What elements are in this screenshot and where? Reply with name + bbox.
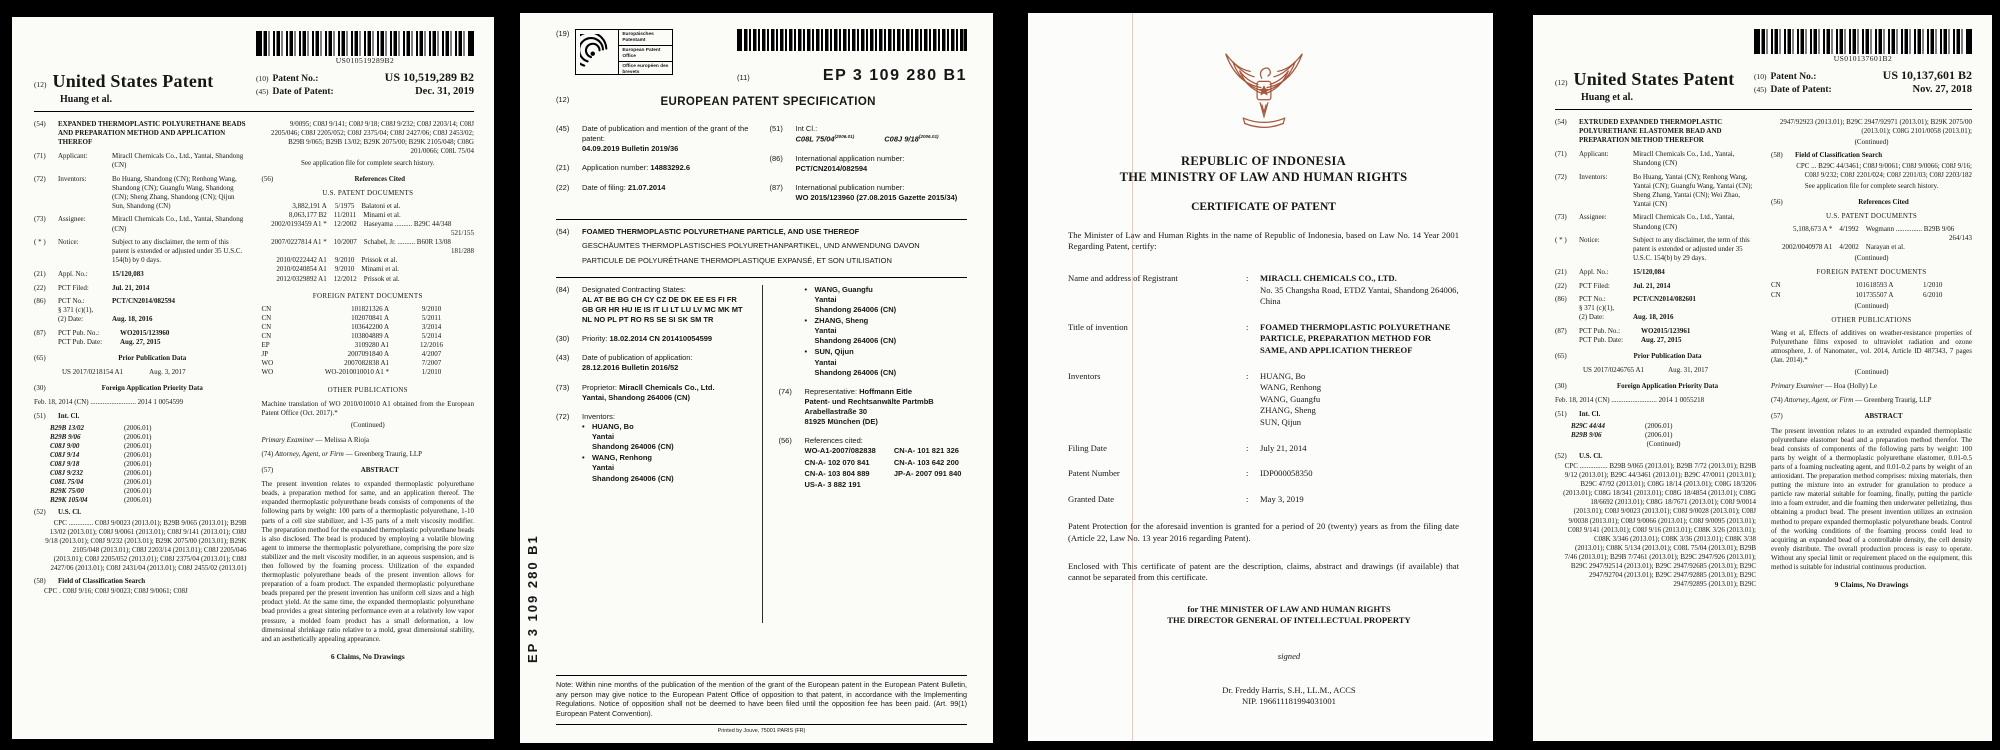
us-refs-table: 5,108,673 A * 4/1992 Wegmann ............... B29B 9/06 264/143 2002/0040978 A1 4/2002 Narayan et al. [1771, 225, 1972, 252]
inid-84: (84) [556, 284, 570, 294]
title-fr: PARTICULE DE POLYURÉTHANE THERMOPLASTIQUE EXPANSÉ, ET SON UTILISATION [582, 255, 892, 265]
inid-notice: ( * ) [34, 238, 46, 247]
assignee: Miracll Chemicals Co., Ltd., Yantai, Shandong (CN) [1633, 213, 1735, 231]
pct-no: PCT/CN2014/082594 [112, 297, 175, 306]
inid-30: (30) [1555, 382, 1567, 391]
reference: WO-A1-2007/082838 [804, 446, 876, 456]
intl-application-number: PCT/CN2014/082594 [795, 163, 868, 173]
foreign-reference-row: CN 103642200 A 3/2014 [261, 322, 442, 331]
inid-52: (52) [1555, 451, 1567, 460]
patent-header: (12) United States Patent Huang et al. (10) Patent No.: US 10,137,601 B2 (45) Date of Patent: Nov. 27, 2018 [1555, 67, 1972, 104]
inid-22: (22) [556, 182, 570, 192]
rule [556, 277, 967, 278]
examiner-name: — Melissa A Rioja [315, 435, 370, 444]
garuda-emblem [1218, 39, 1310, 139]
int-cl-row: B29B 9/06 (2006.01) [1571, 430, 1673, 439]
inid-12: (12) [556, 94, 570, 104]
barcode-bars [256, 31, 474, 56]
inid-73: (73) [1555, 213, 1567, 222]
patent-header-left [34, 70, 256, 106]
us-cl-cpc: CPC .............. C08J 9/0023 (2013.01); B29B 9/065 (2013.01); B29B 13/02 (2013.01); C08J 9/0061 (2013.01); C08J 9/141 (2013.01); C08J 9/18 (2013.01); C08J 9/232 (2013.01); B29K 2075/00 (2013.01); B29K 2105/048 (2013.01); C08J 2203/14 (2013.01); C08J 2205/046 (2013.01); C08J 2205/052 (2013.01); C08J 2375/04 (2013.01); C08J 2427/06 (2013.01); C08J 2431/04 (2013.01); C08J 2455/02 (2013.01) [45, 518, 247, 572]
patent-header-right [256, 70, 474, 99]
int-cl-row: B29C 44/44 (2006.01) [1571, 421, 1673, 430]
inid-11: (11) [737, 73, 750, 82]
us-patent-10519289-page [12, 17, 494, 739]
designated-states: AL AT BE BG CH CY CZ DE DK EE ES FI FR GB GR HR HU IE IS IT LI LT LU LV MC MK MT NL NO PL PT RO RS SE SI SK SM TR [582, 294, 743, 325]
certificate-heading: CERTIFICATE OF PATENT [1191, 201, 1336, 214]
header-rule [34, 111, 474, 112]
inventor: • WANG, Renhong Yantai Shandong 264006 (CN) [582, 453, 748, 483]
inid-86: (86) [34, 297, 46, 306]
search-history-note: See application file for complete search history. [1804, 181, 1939, 190]
intl-publication-number: WO 2015/123960 (27.08.2015 Gazette 2015/34) [795, 193, 958, 203]
filing-date: July 21, 2014 [1260, 442, 1307, 453]
inventor: • ZHANG, Sheng Yantai Shandong 264006 (CN) [805, 316, 968, 346]
attorney-name: — Greenberg Traurig, LLP [345, 449, 423, 458]
inventors-list [1260, 371, 1459, 429]
ep-side-code: EP 3 109 280 B1 [525, 534, 540, 663]
foreign-reference-row: WO WO-2010010010 A1 * 1/2010 [261, 368, 442, 377]
title-en: FOAMED THERMOPLASTIC POLYURETHANE PARTICLE, AND USE THEREOF [582, 227, 860, 237]
reference-row: 8,063,177 B2 11/2011 Minami et al. [288, 210, 401, 219]
inventor: • HUANG, Bo Yantai Shandong 264006 (CN) [582, 422, 748, 452]
foreign-refs-table [262, 305, 475, 378]
invention-title: EXTRUDED EXPANDED THERMOPLASTIC POLYURETHANE ELASTOMER BEAD AND PREPARATION METHOD THEREFOR [1579, 118, 1723, 145]
foreign-reference-row: CN 103804889 A 5/2014 [261, 332, 442, 341]
reference-row: 2007/0227814 A1 * 10/2007 Schabel, Jr. .......... B60R 13/08 [271, 238, 451, 247]
prior-pub: US 2017/0246765 A1 [1583, 366, 1645, 375]
reference: CN-A- 102 070 841 [804, 457, 870, 467]
fold-line [1132, 13, 1133, 741]
other-pubs-title: OTHER PUBLICATIONS [1831, 315, 1912, 324]
reference-row: 2010/0222442 A1 9/2010 Prissok et al. [276, 256, 398, 265]
right-column: 2947/92923 (2013.01); B29C 2947/92971 (2013.01); B29K 2075/00 (2013.01); C08G 2101/0058 (2013.01); (Continued) (58) Field of Classification Search CPC ... B29C 44/3461; C08J 9/0061; C08J 9/0066; C08J 9/16; C08J 9/232; C08J 2201/024; C08J 2201/03; C08J 2203/182 See application file for complete search history. (56) References Cited U.S. PATENT DOCUMENTS 5,108,673 A * 4/1992 Wegmann ............... B29B 9/06 264/143 2002/0040978 A1 4/2002 Narayan et al. (Continued) FOREIGN PATENT DOCUMENTS CN 101618593 A 1/2010 CN 101735507 A 6/2010 (Continued) OTHER PUBLICATIONS Wang et al, Effects of additives on weather-resistance properties of Polyurethane films exposed to ultraviolet radiation and ozone atmosphere, J. of Nanomater., vol. 2014, Article ID 487343, 7 pages (Jan. 2014).* (Continued) Primary Examiner — Hoa (Holly) Le (74) Attorney, Agent, or Firm — Greenberg Traurig, LLP (57) ABSTRACT The present invention relates to an extruded expanded thermoplastic polyurethane elastomer bead and a preparation method therefor. The bead consists of components of the following parts by weight: 100 parts by weight of a thermoplastic polyurethane elastomer, 0.01-0.5 parts of a foaming nucleating agent, and 0.01-0.2 parts by weight of an antioxidant. The preparation method comprises: mixing materials, then putting the mixture into an extruder for granulation to produce a particle raw material suitable for foaming, finally, putting the particle into a foam extruder, and die foaming then underwater pelletizing, thus obtaining a product bead. The present invention utilizes an extrusion method to prepare expanded thermoplastic polyurethane beads. Control of the working conditions of the foaming process could lead to acquiring an expanded bead of a controllable density, the cell density evenly distribute. The overall production process is easy to operate. Without any special limit or requirement placed on the equipment, this method is suitable for industrial continuous production. 9 Claims, No Drawings [1771, 118, 1972, 590]
granted-date-label: Granted Date [1068, 493, 1115, 504]
representative: Hoffmann Eitle [859, 386, 913, 396]
inid-22: (22) [1555, 281, 1567, 290]
date-label: Date of Patent: [272, 87, 334, 98]
references-cited [805, 446, 968, 491]
inid-74: (74) [778, 386, 792, 396]
inid-21: (21) [1555, 267, 1567, 276]
patent-no-label: Patent No.: [272, 73, 319, 84]
inid-21: (21) [34, 269, 46, 278]
foreign-reference-row: CN 101735507 A 6/2010 [1771, 290, 1943, 299]
barcode [256, 31, 474, 66]
classification-search: CPC . C08J 9/16; C08J 9/0023; C08J 9/0061; C08J [44, 587, 188, 596]
priority: 18.02.2014 CN 201410054599 [609, 334, 713, 344]
inid-51: (51) [1555, 410, 1567, 419]
us-refs-title: U.S. PATENT DOCUMENTS [1825, 211, 1918, 220]
barcode [1754, 29, 1972, 64]
foreign-refs-title: FOREIGN PATENT DOCUMENTS [1816, 268, 1927, 277]
inid-72: (72) [556, 411, 570, 421]
filing-date: 21.07.2014 [627, 182, 666, 192]
cpc-continuation: 2947/92923 (2013.01); B29C 2947/92971 (2013.01); B29K 2075/00 (2013.01); C08G 2101/0058 (2013.01); [1779, 118, 1972, 136]
patent-title: United States Patent [1573, 68, 1735, 89]
notice: Subject to any disclaimer, the term of this patent is extended or adjusted under 35 U.S.C. 154(b) by 29 days. [1633, 236, 1750, 263]
patent-byline: Huang et al. [60, 94, 112, 106]
ep-bib-fields: (45) Date of publication and mention of the grant of the patent: 04.09.2019 Bulletin 2019/36 (21) Application number: 14883292.6 (22) Date of filing: 21.07.2014 (51) Int Cl.: C08L $75/04^{(2006.01)}$ C08J $9/18^{(2006.01)}$ (86) International application number: PCT/CN2014/082594 (87) International publication number: WO 2015/123960 (27.08.2015 Gazette 2015/34) [556, 124, 967, 212]
ep-footer [556, 675, 967, 737]
int-cl-row: C08L 75/04 (2006.01) [50, 478, 152, 487]
ep-patent-page [520, 13, 993, 743]
foreign-reference-row: WO 2007082838 A1 7/2007 [261, 359, 442, 368]
inventor: • SUN, Qijun Yantai Shandong 264006 (CN) [805, 347, 968, 377]
inid-65: (65) [1555, 352, 1567, 361]
abstract-text: The present invention relates to an extruded expanded thermoplastic polyurethane elastomer bead and a preparation method therefor. The bead consists of components of the following parts by weight: 100 parts by weight of a thermoplastic polyurethane elastomer, 0.01-0.5 parts of a foaming nucleating agent, and 0.01-0.2 parts by weight of an antioxidant. The preparation method comprises: mixing materials, then putting the mixture into an extruder for granulation to produce a particle raw material suitable for foaming, finally, putting the particle into a foam extruder, and die foaming then underwater pelletizing, thus obtaining a product bead. The present invention utilizes an extrusion method to prepare expanded thermoplastic polyurethane beads. Control of the working conditions of the foaming process could lead to acquiring an expanded bead of a controllable density, the cell density evenly distribute. The overall production process is easy to operate. Without any special limit or requirement placed on the equipment, this method is suitable for industrial continuous production. [1771, 426, 1972, 571]
continued-note: (Continued) [350, 420, 385, 429]
priority-line: Feb. 18, 2014 (CN) .......................... 2014 1 0054599 [34, 398, 184, 407]
appl-no: 15/120,083 [112, 269, 144, 278]
patent-header [34, 70, 474, 106]
protection-paragraph: Patent Protection for the aforesaid invention is granted for a period of 20 (twenty) years as from the filing date (Article 22, Law No. 13 year 2016 regarding Patent). [1068, 521, 1459, 543]
inid-71: (71) [34, 151, 46, 160]
ministry-heading: THE MINISTRY OF LAW AND HUMAN RIGHTS [1119, 170, 1408, 185]
signed-word: signed [1277, 650, 1301, 661]
patent-no: US 10,519,289 B2 [384, 69, 474, 84]
inventor: WANG, Renhong [1260, 382, 1322, 393]
us-refs-table: 3,882,191 A 5/1975 Balatoni et al. 8,063,177 B2 11/2011 Minami et al. 2002/0193459 A1 * 12/2002 Haseyama .......... B29C 44/348 521/155 2007/0227814 A1 * 10/2007 Schabel, Jr. .......... B60R 13/08 181/288 2010/0222442 A1 9/2010 Prissok et al. 2010/0240854 A1 9/2010 Minami et al. 2012/0329892 A1 12/2012 Prissok et al. [262, 202, 475, 284]
spec-title: EUROPEAN PATENT SPECIFICATION [660, 95, 876, 108]
inid-58: (58) [1771, 151, 1783, 160]
inid-10: (10) [256, 73, 269, 83]
prior-pub: US 2017/0218154 A1 [62, 368, 124, 377]
patent-date: Dec. 31, 2019 [415, 86, 474, 98]
patent-byline: Huang et al. [1581, 92, 1633, 104]
epo-logo [575, 29, 673, 75]
int-cl-row: B29K 75/00 (2006.01) [50, 487, 152, 496]
int-cl-continued: (Continued) [1646, 439, 1681, 448]
inid-22: (22) [34, 283, 46, 292]
header-rule [1555, 109, 1972, 110]
inid-72: (72) [34, 174, 46, 183]
foreign-reference-row: CN 102070841 A 5/2011 [261, 313, 442, 322]
inid-57: (57) [1771, 412, 1783, 421]
inventor: ZHANG, Sheng [1260, 405, 1316, 416]
ep-columns [556, 285, 967, 623]
attorney-label: Attorney, Agent, or Firm [274, 449, 344, 458]
reference-row: 2010/0240854 A1 9/2010 Minami et al. [276, 265, 399, 274]
rule [556, 219, 967, 220]
reference-row: 3,882,191 A 5/1975 Balatoni et al. [292, 201, 401, 210]
inid-73: (73) [556, 382, 570, 392]
inid-10: (10) [1754, 71, 1767, 81]
int-cl-row: B29B 9/06 (2006.01) [50, 432, 152, 441]
reference: CN-A- 103 804 889 [804, 468, 870, 478]
inid-30: (30) [34, 384, 46, 393]
us-refs-title: U.S. PATENT DOCUMENTS [322, 188, 414, 197]
inventors: Bo Huang, Yantai (CN); Renhong Wang, Yantai (CN); Guangfu Wang, Yantai (CN); Sheng Zhang, Yantai (CN); Wei Zhao, Yantai (CN) [1633, 172, 1753, 208]
reference: CN-A- 101 821 326 [893, 446, 959, 456]
inid-notice: ( * ) [1555, 236, 1567, 245]
reference-row: 2002/0040978 A1 4/2002 Narayan et al. [1781, 243, 1905, 252]
claims-note: 9 Claims, No Drawings [1834, 580, 1909, 590]
reference: JP-A- 2007 091 840 [893, 468, 962, 478]
pct-filed: Jul. 21, 2014 [1633, 281, 1671, 290]
inid-87: (87) [769, 183, 783, 193]
invention-title: EXPANDED THERMOPLASTIC POLYURETHANE BEADS AND PREPARATION METHOD AND APPLICATION THEREOF [58, 120, 246, 147]
enclosure-paragraph: Enclosed with This certificate of patent are the description, claims, abstract and drawings (if available) that cannot be separated from this certificate. [1068, 560, 1459, 583]
appl-no: 15/120,084 [1633, 267, 1665, 276]
indonesia-certificate-page: REPUBLIC OF INDONESIA THE MINISTRY OF LAW AND HUMAN RIGHTS CERTIFICATE OF PATENT The Minister of Law and Human Rights in the name of Republic of Indonesia, based on Law No. 14 Year 2001 Regarding Patent, certify: Name and address of Registrant : MIRACLL CHEMICALS CO., LTD. No. 35 Changsha Road, ETDZ Yantai, Shandong 264006, China Title of invention : FOAMED THERMOPLASTIC POLYURETHANE PARTICLE, PREPARATION METHOD FOR SAME, AND APPLICATION THEREOF Inventors : HUANG, Bo WANG, Renhong WANG, Guangfu ZHANG, Sheng SUN, Qijun Filing Date : July 21, 2014 Patent Number : IDP000058350 Granted Date : May 3, 2019 Patent Protection for the aforesaid invention is granted for a period of 20 (twenty) years as from the filing date (Article 22, Law No. 13 year 2016 regarding Patent). Enclosed with This certificate of patent are the description, claims, abstract and drawings (if available) that cannot be separated from this certificate. for THE MINISTER OF LAW AND HUMAN RIGHTS THE DIRECTOR GENERAL OF INTELLECTUAL PROPERTY signed Dr. Freddy Harris, S.H., LL.M., ACCS NIP. 196611181994031001 [1028, 13, 1493, 741]
us-patent-10137601-page [1533, 15, 1992, 741]
pct-no: PCT/CN2014/082601 [1633, 295, 1696, 304]
claims-note: 6 Claims, No Drawings [330, 651, 405, 661]
patent-date: Nov. 27, 2018 [1912, 84, 1972, 96]
signer-nip: NIP. 196611181994031001 [1242, 696, 1336, 707]
applicant: Miracll Chemicals Co., Ltd., Yantai, Shandong (CN) [1633, 149, 1735, 168]
opposition-note: Note: Within nine months of the publication of the mention of the grant of the European patent in the European Patent Bulletin, any person may give notice to the European Patent Office of opposition to that patent, in accordance with the Implementing Regulations. Notice of opposition shall not be deemed to have been filed until the opposition fee has been paid. (Art. 99(1) European Patent Convention). [556, 679, 967, 718]
barcode-bars [737, 29, 967, 51]
inid-56: (56) [778, 436, 792, 446]
inid-51: (51) [769, 124, 783, 134]
int-cl-row: B29K 105/04 (2006.01) [50, 496, 152, 505]
right-column: 9/0095; C08J 9/141; C08J 9/18; C08J 9/232; C08J 2203/14; C08J 2205/046; C08J 2205/052; C08J 2375/04; C08J 2427/06; C08J 2453/02; B29B 9/065; B29B 13/02; B29K 2075/00; B29K 2105/048; C08G 201/0066; C08L 75/04 See application file for complete search history. (56) References Cited U.S. PATENT DOCUMENTS 3,882,191 A 5/1975 Balatoni et al. 8,063,177 B2 11/2011 Minami et al. 2002/0193459 A1 * 12/2002 Haseyama .......... B29C 44/348 521/155 2007/0227814 A1 * 10/2007 Schabel, Jr. .......... B60R 13/08 181/288 2010/0222442 A1 9/2010 Prissok et al. 2010/0240854 A1 9/2010 Minami et al. 2012/0329892 A1 12/2012 Prissok et al. FOREIGN PATENT DOCUMENTS CN 101821326 A 9/2010 CN 102070841 A 5/2011 CN 103642200 A 3/2014 CN 103804889 A 5/2014 EP 3109280 A1 12/2016 JP 2007091840 A 4/2007 WO 2007082838 A1 7/2007 WO WO-2010010010 A1 * 1/2010 OTHER PUBLICATIONS Machine translation of WO 2010/010010 A1 obtained from the European Patent Office (Oct. 2017).* (Continued) Primary Examiner — Melissa A Rioja (74) Attorney, Agent, or Firm — Greenberg Traurig, LLP (57) ABSTRACT The present invention relates to expanded thermoplastic polyurethane beads, a preparation method for same, and an application thereof. The expanded thermoplastic polyurethane beads consists of components of the following parts by weight: 100 parts of a thermoplastic polyurethane, 1-10 parts of a cell size stabilizer, and 1-35 parts of a melt viscosity modifier. The preparation method for the expanded thermoplastic polyurethane beads is also disclosed. The bead is produced by employing a volatile blowing agent to immerse the thermoplastic polyurethane, comprising the pore size stabilizer and the melt viscosity modifier, in an aqueous suspension, and is then followed by the foaming process. Utilization of the expanded thermoplastic polyurethane beads of the present invention allows for preparation of a foam product. The expanded thermoplastic polyurethane beads prepared per the present invention has uniform cell sizes and a high product yield. At the same time, the expanded thermoplastic polyurethane bead provides a great sintering performance even at a relatively low vapor pressure, a molded foam product has a small deformation, a low dimensional shrinkage ratio relative to a mold, great dimensional stability, and an aesthetically appealing appearance. 6 Claims, No Drawings [261, 120, 474, 661]
examiner-label: Primary Examiner [1771, 382, 1824, 391]
inid-12: (12) [34, 79, 47, 89]
filing-date-label: Filing Date [1068, 442, 1107, 453]
inid-51: (51) [34, 412, 46, 421]
inid-73: (73) [34, 215, 46, 224]
patent-number: IDP000058350 [1260, 468, 1313, 479]
inid-45: (45) [1754, 85, 1767, 95]
other-pubs-text: Wang et al, Effects of additives on weather-resistance properties of Polyurethane films exposed to ultraviolet radiation and ozone atmosphere, J. of Nanomater., vol. 2014, Article ID 487343, 7 pages (Jan. 2014).* [1771, 328, 1972, 365]
attorney-label: Attorney, Agent, or Firm [1784, 396, 1854, 405]
inventors-label: Inventors [1068, 370, 1101, 381]
inid-12: (12) [1555, 77, 1568, 87]
inid-54: (54) [1555, 118, 1567, 127]
inid-87: (87) [34, 328, 46, 337]
other-pubs-text: Machine translation of WO 2010/010010 A1 obtained from the European Patent Office (Oct. 2017).* [261, 399, 474, 417]
inid-54: (54) [556, 227, 570, 237]
printed-by: Printed by Jouve, 75001 PARIS (FR) [717, 727, 806, 734]
foreign-reference-row: CN 101821326 A 9/2010 [261, 304, 442, 313]
us-cl-cpc: CPC ................ B29B 9/065 (2013.01); B29B 7/72 (2013.01); B29B 9/12 (2013.01); B29C 44/3461 (2013.01); B29C 47/0011 (2013.01); B29C 47/92 (2013.01); C08G 18/14 (2013.01); C08G 18/3206 (2013.01); C08G 18/341 (2013.01); C08G 18/4854 (2013.01); C08G 18/6692 (2013.01); C08G 18/7671 (2013.01); C08J 9/0014 (2013.01); C08J 9/0023 (2013.01); C08J 9/0028 (2013.01); C08J 9/0038 (2013.01); C08J 9/0066 (2013.01); C08J 9/0095 (2013.01); C08J 9/141 (2013.01); C08J 9/16 (2013.01); C08K 3/26 (2013.01); C08K 3/346 (2013.01); C08K 3/36 (2013.01); C08K 3/38 (2013.01); C08K 5/134 (2013.01); C08L 75/04 (2013.01); B29B 7/46 (2013.01); B29B 7/7461 (2013.01); B29C 2947/926 (2013.01); B29C 2947/92514 (2013.01); B29C 2947/92685 (2013.01); B29C 2947/92704 (2013.01); B29C 2947/92885 (2013.01); B29C 2947/92895 (2013.01); B29C [1563, 461, 1756, 589]
examiner-name: — Hoa (Holly) Le [1825, 382, 1877, 391]
foreign-reference-row: CN 101618593 A 1/2010 [1771, 281, 1943, 290]
registrant-address: No. 35 Changsha Road, ETDZ Yantai, Shandong 264006, [1260, 284, 1459, 295]
inid-86: (86) [769, 153, 783, 163]
barcode-bars [1754, 29, 1972, 54]
left-column: (54) EXTRUDED EXPANDED THERMOPLASTIC POLYURETHANE ELASTOMER BEAD AND PREPARATION METHOD THEREFOR (71) Applicant: Miracll Chemicals Co., Ltd., Yantai, Shandong (CN) (72) Inventors: Bo Huang, Yantai (CN); Renhong Wang, Yantai (CN); Guangfu Wang, Yantai (CN); Sheng Zhang, Yantai (CN); Wei Zhao, Yantai (CN) (73) Assignee: Miracll Chemicals Co., Ltd., Yantai, Shandong (CN) ( * ) Notice: Subject to any disclaimer, the term of this patent is extended or adjusted under 35 U.S.C. 154(b) by 29 days. (21) Appl. No.: 15/120,084 (22) PCT Filed: Jul. 21, 2014 (86) PCT No.: PCT/CN2014/082601 § 371 (c)(1), (2) Date: Aug. 18, 2016 (87) PCT Pub. No.: WO2015/123961 PCT Pub. Date: Aug. 27, 2015 (65) Prior Publication Data US 2017/0246765 A1 Aug. 31, 2017 (30) Foreign Application Priority Data Feb. 18, 2014 (CN) .......................... 2014 1 0055218 (51) Int. Cl. B29C 44/44 (2006.01) B29B 9/06 (2006.01) (Continued) (52) U.S. Cl. CPC ................ B29B 9/065 (2013.01); B29B 7/72 (2013.01); B29B 9/12 (2013.01); B29C 44/3461 (2013.01); B29C 47/0011 (2013.01); B29C 47/92 (2013.01); C08G 18/14 (2013.01); C08G 18/3206 (2013.01); C08G 18/341 (2013.01); C08G 18/4854 (2013.01); C08G 18/6692 (2013.01); C08G 18/7671 (2013.01); C08J 9/0014 (2013.01); C08J 9/0023 (2013.01); C08J 9/0028 (2013.01); C08J 9/0038 (2013.01); C08J 9/0066 (2013.01); C08J 9/0095 (2013.01); C08J 9/141 (2013.01); C08J 9/16 (2013.01); C08K 3/26 (2013.01); C08K 3/346 (2013.01); C08K 3/36 (2013.01); C08K 3/38 (2013.01); C08K 5/134 (2013.01); C08L 75/04 (2013.01); B29B 7/46 (2013.01); B29B 7/7461 (2013.01); B29C 2947/926 (2013.01); B29C 2947/92514 (2013.01); B29C 2947/92685 (2013.01); B29C 2947/92704 (2013.01); B29C 2947/92885 (2013.01); B29C 2947/92895 (2013.01); B29C [1555, 118, 1756, 589]
abstract-text: The present invention relates to expanded thermoplastic polyurethane beads, a preparation method for same, and an application thereof. The expanded thermoplastic polyurethane beads consists of components of the following parts by weight: 100 parts of a thermoplastic polyurethane, 1-10 parts of a cell size stabilizer, and 1-35 parts of a melt viscosity modifier. The preparation method for the expanded thermoplastic polyurethane beads is also disclosed. The bead is produced by employing a volatile blowing agent to immerse the thermoplastic polyurethane, comprising the pore size stabilizer and the melt viscosity modifier, in an aqueous suspension, and is then followed by the foaming process. Utilization of the expanded thermoplastic polyurethane beads of the present invention allows for preparation of a foam product. The expanded thermoplastic polyurethane beads prepared per the present invention has uniform cell sizes and a high product yield. At the same time, the expanded thermoplastic polyurethane bead provides a great sintering performance even at a relatively low vapor pressure, a molded foam product has a small deformation, a low dimensional shrinkage ratio relative to a mold, great dimensional stability, and an aesthetically appealing appearance. [261, 480, 474, 643]
country-heading: REPUBLIC OF INDONESIA [1181, 153, 1346, 168]
foreign-reference-row: EP 3109280 A1 12/2016 [261, 341, 443, 350]
invention-title: FOAMED THERMOPLASTIC POLYURETHANE PARTICLE, PREPARATION METHOD FOR SAME, AND APPLICATION THEREOF [1260, 321, 1451, 356]
applicant: Miracll Chemicals Co., Ltd., Yantai, Shandong (CN) [112, 151, 244, 170]
int-cl-list [34, 424, 247, 506]
inid-43: (43) [556, 353, 570, 363]
attorney-name: — Greenberg Traurig, LLP [1855, 396, 1932, 405]
reference: US-A- 3 882 191 [804, 479, 861, 489]
title-de: GESCHÄUMTES THERMOPLASTISCHES POLYURETHANPARTIKEL, UND ANWENDUNG DAVON [582, 241, 920, 251]
signature-block: for THE MINISTER OF LAW AND HUMAN RIGHTS THE DIRECTOR GENERAL OF INTELLECTUAL PROPERTY signed Dr. Freddy Harris, S.H., LL.M., ACCS NIP. 196611181994031001 [1119, 604, 1459, 708]
publication-date: 28.12.2016 Bulletin 2016/52 [582, 363, 679, 373]
cpc-continuation: 9/0095; C08J 9/141; C08J 9/18; C08J 9/232; C08J 2203/14; C08J 2205/046; C08J 2205/052; C08J 2375/04; C08J 2427/06; C08J 2453/02; B29B 9/065; B29B 13/02; B29K 2075/00; B29K 2105/048; C08G 201/0066; C08L 75/04 [270, 120, 474, 156]
examiner-label: Primary Examiner [261, 435, 314, 444]
ep-publication-number: EP 3 109 280 B1 [822, 67, 967, 84]
inid-57: (57) [261, 466, 274, 475]
inid-52: (52) [34, 508, 46, 517]
patent-title: United States Patent [52, 70, 214, 91]
barcode-text: US010519289B2 [335, 56, 395, 65]
inid-87: (87) [1555, 326, 1567, 335]
inid-54: (54) [34, 120, 46, 129]
reference-row: 2002/0193459 A1 * 12/2002 Haseyama .......... B29C 44/348 [271, 219, 452, 228]
foreign-refs-table [1771, 281, 1972, 299]
inid-58: (58) [34, 577, 46, 586]
rule [556, 724, 967, 725]
priority-line: Feb. 18, 2014 (CN) .......................... 2014 1 0055218 [1555, 396, 1705, 405]
ep-header [556, 29, 967, 87]
foreign-refs-title: FOREIGN PATENT DOCUMENTS [312, 291, 423, 300]
ep-left-column: (84) Designated Contracting States: AL AT BE BG CH CY CZ DE DK EE ES FI FR GB GR HR HU IE IS IT LI LT LU LV MC MK MT NL NO PL PT RO RS SE SI SK SM TR (30) Priority: 18.02.2014 CN 201410054599 (43) Date of publication of application: 28.12.2016 Bulletin 2016/52 (73) Proprietor: Miracll Chemicals Co., Ltd. Yantai, Shandong 264006 (CN) (72) Inventors: • HUANG, Bo Yantai Shandong 264006 (CN) • WANG, Renhong Yantai Shandong 264006 (CN) [556, 285, 762, 623]
inid-19: (19) [556, 29, 570, 38]
inid-86: (86) [1555, 295, 1567, 304]
grant-date: 04.09.2019 Bulletin 2019/36 [582, 144, 679, 154]
patent-no: US 10,137,601 B2 [1882, 67, 1972, 82]
granted-date: May 3, 2019 [1260, 493, 1304, 504]
inid-65: (65) [34, 354, 46, 363]
inventors-right [805, 285, 968, 378]
inid-45: (45) [256, 87, 269, 97]
notice: Subject to any disclaimer, the term of this patent is extended or adjusted under 35 U.S.C. 154(b) by 0 days. [112, 238, 243, 265]
int-cl-row: C08J 9/14 (2006.01) [50, 450, 152, 459]
search-history-note: See application file for complete search history. [301, 158, 435, 167]
proprietor: Miracll Chemicals Co., Ltd. [619, 382, 715, 392]
other-pubs-title: OTHER PUBLICATIONS [327, 386, 408, 395]
int-cl-row: C08J 9/18 (2006.01) [50, 459, 152, 468]
pct-pub-no: WO2015/123961 [1641, 326, 1691, 335]
inid-30: (30) [556, 334, 570, 344]
inventor: WANG, Guangfu [1260, 393, 1321, 404]
inid-56: (56) [1771, 197, 1783, 206]
pct-pub-no: WO2015/123960 [120, 328, 170, 337]
barcode-text: US010137601B2 [1833, 54, 1893, 63]
inventor: SUN, Qijun [1260, 416, 1302, 427]
epo-spiral-icon [576, 30, 618, 74]
left-column: (54) EXPANDED THERMOPLASTIC POLYURETHANE BEADS AND PREPARATION METHOD AND APPLICATION THEREOF (71) Applicant: Miracll Chemicals Co., Ltd., Yantai, Shandong (CN) (72) Inventors: Bo Huang, Shandong (CN); Renhong Wang, Shandong (CN); Guangfu Wang, Shandong (CN); Sheng Zhang, Shandong (CN); Qijun Sun, Shandong (CN) (73) Assignee: Miracll Chemicals Co., Ltd., Yantai, Shandong (CN) ( * ) Notice: Subject to any disclaimer, the term of this patent is extended or adjusted under 35 U.S.C. 154(b) by 0 days. (21) Appl. No.: 15/120,083 (22) PCT Filed: Jul. 21, 2014 (86) PCT No.: PCT/CN2014/082594 § 371 (c)(1), (2) Date: Aug. 18, 2016 (87) PCT Pub. No.: WO2015/123960 PCT Pub. Date: Aug. 27, 2015 (65) Prior Publication Data US 2017/0218154 A1 Aug. 3, 2017 (30) Foreign Application Priority Data Feb. 18, 2014 (CN) .......................... 2014 1 0054599 (51) Int. Cl. B29B 13/02 (2006.01) B29B 9/06 (2006.01) C08J 9/00 (2006.01) C08J 9/14 (2006.01) C08J 9/18 (2006.01) C08J 9/232 (2006.01) C08L 75/04 (2006.01) B29K 75/00 (2006.01) B29K 105/04 (2006.01) (52) U.S. Cl. CPC .............. C08J 9/0023 (2013.01); B29B 9/065 (2013.01); B29B 13/02 (2013.01); C08J 9/0061 (2013.01); C08J 9/141 (2013.01); C08J 9/18 (2013.01); C08J 9/232 (2013.01); B29K 2075/00 (2013.01); B29K 2105/048 (2013.01); C08J 2203/14 (2013.01); C08J 2205/046 (2013.01); C08J 2205/052 (2013.01); C08J 2375/04 (2013.01); C08J 2427/06 (2013.01); C08J 2431/04 (2013.01); C08J 2455/02 (2013.01) (58) Field of Classification Search CPC . C08J 9/16; C08J 9/0023; C08J 9/0061; C08J [34, 120, 247, 596]
patent-number-label: Patent Number [1068, 468, 1120, 479]
rule [556, 675, 967, 676]
foreign-reference-row: JP 2007091840 A 4/2007 [261, 350, 442, 359]
int-cl-list [1555, 422, 1756, 440]
inid-56: (56) [261, 174, 274, 183]
registrant-label: Name and address of Registrant [1068, 273, 1178, 284]
pct-filed: Jul. 21, 2014 [112, 283, 150, 292]
int-cl-row: B29B 13/02 (2006.01) [50, 423, 152, 432]
inid-21: (21) [556, 163, 570, 173]
inventor: HUANG, Bo [1260, 370, 1306, 381]
inventor: • WANG, Guangfu Yantai Shandong 264006 (CN) [805, 285, 968, 315]
inid-45: (45) [556, 124, 570, 134]
reference: CN-A- 103 642 200 [893, 457, 959, 467]
application-number: 14883292.6 [650, 163, 691, 173]
epo-logo-labels: Europäisches Patentamt European Patent Office Office européen des brevets [618, 30, 672, 74]
inventors-left [582, 422, 748, 484]
title-label: Title of invention [1068, 321, 1128, 332]
signer-name: Dr. Freddy Harris, S.H., LL.M., ACCS [1222, 684, 1356, 695]
ep-right-column: • WANG, Guangfu Yantai Shandong 264006 (CN) • ZHANG, Sheng Yantai Shandong 264006 (CN) • SUN, Qijun Yantai Shandong 264006 (CN) (74) Representative: Hoffmann Eitle Patent- und Rechtsanwälte PartmbB Arabellastraße 30 81925 München (DE) (56) References cited: WO-A1-2007/082838 CN-A- 102 070 841 CN-A- 103 804 889 US-A- 3 882 191 CN-A- 101 821 326 CN-A- 103 642 200 JP-A- 2007 091 840 [762, 285, 968, 623]
assignee: Miracll Chemicals Co., Ltd., Yantai, Shandong (CN) [112, 215, 244, 233]
inid-71: (71) [1555, 149, 1567, 158]
certify-paragraph: The Minister of Law and Human Rights in the name of Republic of Indonesia, based on Law No. 14 Year 2001 Regarding Patent, certify: [1068, 229, 1459, 252]
registrant-name: MIRACLL CHEMICALS CO., LTD. [1260, 273, 1397, 284]
int-cl-row: C08J 9/00 (2006.01) [50, 441, 152, 450]
reference-row: 5,108,673 A * 4/1992 Wegmann ............... B29B 9/06 [1793, 224, 1955, 233]
inid-72: (72) [1555, 172, 1567, 181]
reference-row: 2012/0329892 A1 12/2012 Prissok et al. [276, 274, 400, 283]
inventors: Bo Huang, Shandong (CN); Renhong Wang, Shandong (CN); Guangfu Wang, Shandong (CN); Sheng Zhang, Shandong (CN); Qijun Sun, Shandong (CN) [112, 174, 237, 210]
classification-search: CPC ... B29C 44/3461; C08J 9/0061; C08J 9/0066; C08J 9/16; C08J 9/232; C08J 2201/024; C08J 2201/03; C08J 2203/182 [1796, 161, 1972, 179]
int-cl-row: C08J 9/232 (2006.01) [50, 469, 152, 478]
